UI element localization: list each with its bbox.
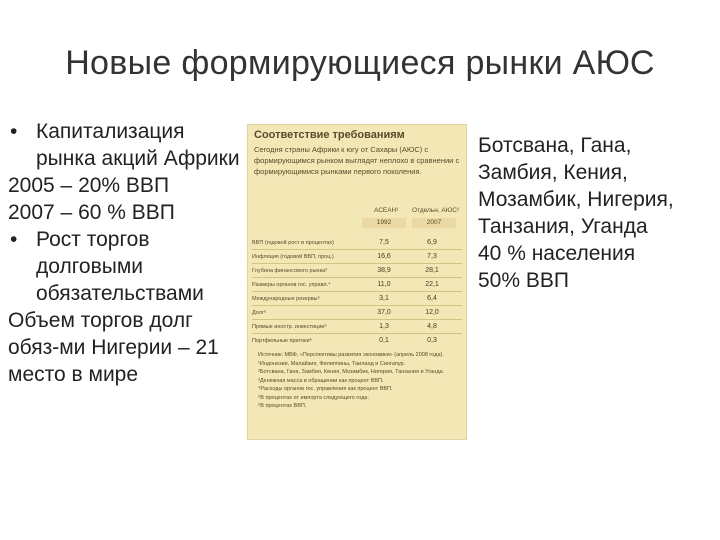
inset-note: ¹Индонезия, Малайзия, Филиппины, Таиланд и Сингапур. [258, 360, 406, 367]
inset-row-value-1: 37,0 [377, 309, 391, 316]
slide-title: Новые формирующиеся рынки АЮС [65, 44, 655, 82]
right-gdp: 50% ВВП [478, 269, 569, 292]
inset-table-image [247, 124, 467, 440]
inset-year-2: 2007 [412, 218, 456, 228]
inset-row-value-1: 11,0 [377, 281, 391, 288]
inset-row-value-1: 7,5 [379, 239, 389, 246]
inset-row [252, 321, 462, 336]
inset-row [252, 307, 462, 322]
inset-row [252, 251, 462, 266]
inset-note: ⁴Расходы органов гос. управления как процент ВВП. [258, 386, 393, 392]
inset-note: ⁶В процентах ВВП. [258, 403, 307, 409]
right-population: 40 % населения [478, 242, 636, 265]
inset-row-value-1: 3,1 [379, 295, 389, 302]
inset-row-value-2: 0,3 [427, 337, 437, 344]
inset-row-label: Инфляция (годовой ВВП, проц.) [252, 254, 334, 260]
inset-row [252, 237, 462, 252]
inset-subtitle: Сегодня страны Африки к югу от Сахары (АЮС) с формирующимся рынком выглядят неплохо в сравнении с формирующимися рынками первого поколения. [254, 145, 460, 176]
inset-row-label: Глубина финансового рынка³ [252, 268, 327, 274]
bullet-market-cap: • Капитализация рынка акций Африки [8, 118, 240, 172]
inset-row-value-1: 16,6 [377, 253, 391, 260]
inset-row-divider [252, 249, 462, 250]
inset-row-divider [252, 319, 462, 320]
inset-row-value-2: 22,1 [425, 281, 439, 288]
inset-row [252, 265, 462, 280]
inset-col-asean: АСЕАН¹ [374, 207, 399, 214]
inset-year-row [362, 218, 460, 228]
right-text-block [478, 132, 713, 294]
inset-row-label: Прямые иностр. инвестиции⁶ [252, 324, 327, 330]
inset-row-value-2: 4,8 [427, 323, 437, 330]
inset-row-value-1: 38,9 [377, 267, 391, 274]
inset-row-value-2: 12,0 [425, 309, 439, 316]
inset-note: ⁵В процентах от импорта следующего года. [258, 394, 370, 401]
inset-row [252, 293, 462, 308]
inset-row-divider [252, 291, 462, 292]
line-2007: 2007 – 60 % ВВП [8, 201, 175, 224]
inset-row-label: Международные резервы⁵ [252, 296, 320, 302]
inset-row-divider [252, 333, 462, 334]
inset-row [252, 335, 462, 350]
inset-row-label: ВВП (годовой рост в процентах) [252, 240, 335, 246]
line-2005: 2005 – 20% ВВП [8, 174, 170, 197]
inset-col-ssa: Отдельн. АЮС² [412, 207, 460, 214]
line-nigeria [8, 307, 240, 388]
inset-row-value-2: 28,1 [425, 267, 439, 274]
inset-row-label: Размеры органов гос. управл.⁴ [252, 282, 331, 288]
left-text-block [8, 118, 240, 388]
inset-row-divider [252, 277, 462, 278]
inset-notes [258, 351, 458, 411]
inset-row [252, 279, 462, 294]
inset-note: Источник: МВФ, «Перспективы развития экономики» (апрель 2008 года). [258, 352, 444, 358]
inset-row-value-1: 1,3 [379, 323, 389, 330]
inset-row-divider [252, 305, 462, 306]
inset-row-value-2: 6,9 [427, 239, 437, 246]
line-nigeria-text: Объем торгов долг обяз-ми Нигерии – 21 место в мире [8, 309, 219, 386]
inset-title: Соответствие требованиям [254, 129, 405, 141]
inset-row-value-2: 6,4 [427, 295, 437, 302]
inset-row-divider [252, 263, 462, 264]
bullet-debt-trading: • Рост торгов долговыми обязательствами [8, 226, 240, 307]
inset-row-value-1: 0,1 [379, 337, 389, 344]
right-country-list: Ботсвана, Гана, Замбия, Кения, Мозамбик, Нигерия, Танзания, Уганда [478, 134, 674, 238]
inset-row-label: Портфельные притоки⁶ [252, 338, 312, 344]
inset-note: ²Ботсвана, Гана, Замбия, Кения, Мозамбик, Нигерия, Танзания и Уганда. [258, 369, 445, 375]
inset-note: ³Денежная масса в обращении как процент ВВП. [258, 377, 384, 384]
inset-row-label: Долг⁶ [252, 310, 267, 316]
inset-row-value-2: 7,3 [427, 253, 437, 260]
inset-year-1: 1992 [362, 218, 406, 228]
